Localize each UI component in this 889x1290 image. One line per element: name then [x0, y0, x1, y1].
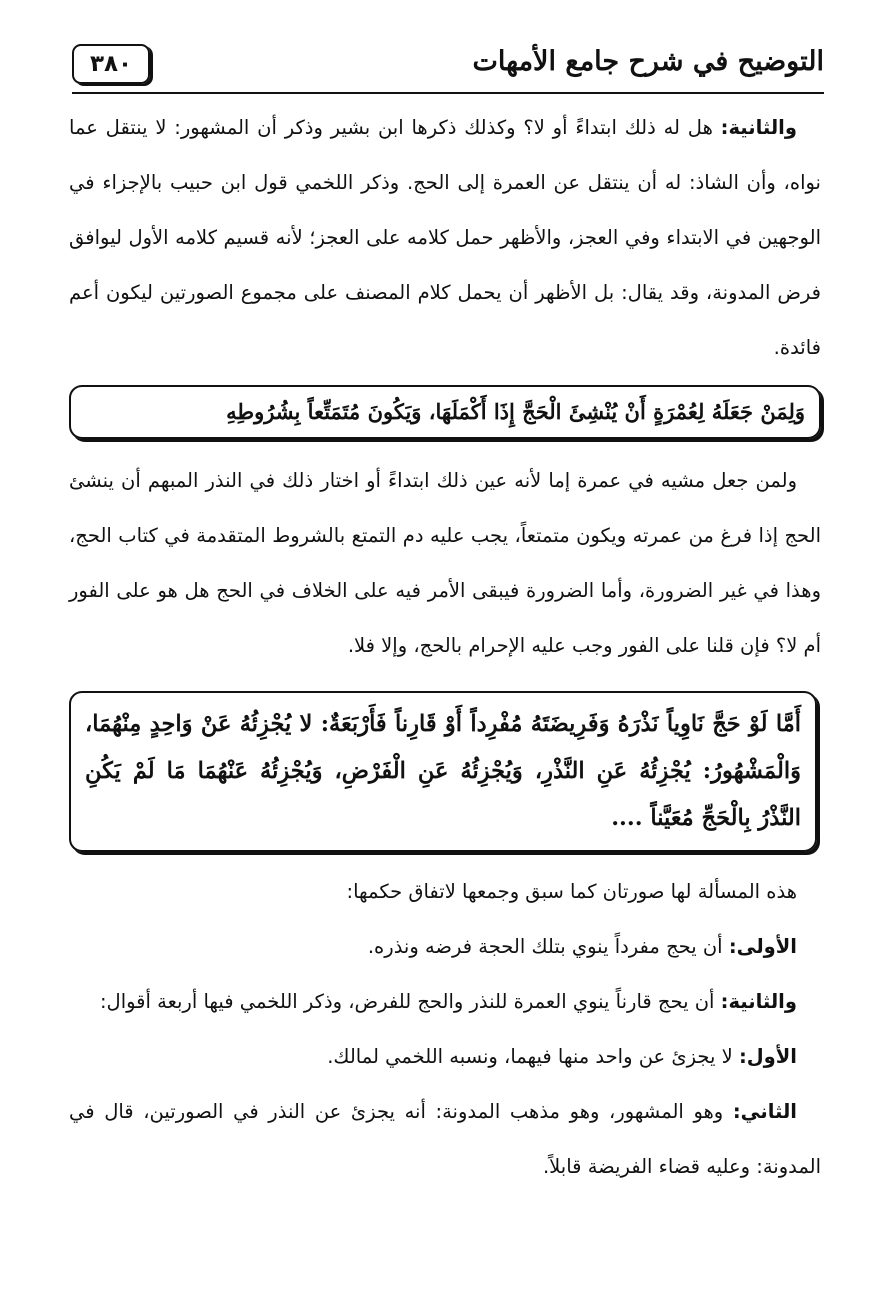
- page-body: [69, 100, 821, 1194]
- commentary-paragraph: [69, 100, 821, 375]
- paragraph-lead: الأولى:: [728, 935, 797, 958]
- paragraph-text: لا يجزئ عن واحد منها فيهما، ونسبه اللخمي لمالك.: [327, 1045, 739, 1068]
- commentary-paragraph: [69, 974, 821, 1029]
- matn-box: أَمَّا لَوْ حَجَّ نَاوِياً نَذْرَهُ وَفَرِيضَتَهُ مُفْرِداً أَوْ قَارِناً فَأَرْبَعَةٌ: لا يُجْزِئُهُ عَنْ وَاحِدٍ مِنْهُمَا، وَالْمَشْهُورُ: يُجْزِئُهُ عَنِ النَّذْرِ، وَيُجْزِئُهُ عَنِ الْفَرْضِ، وَيُجْزِئُهُ عَنْهُمَا مَا لَمْ يَكُنِ النَّذْرُ بِالْحَجِّ مُعَيَّناً ....: [69, 691, 817, 852]
- paragraph-lead: والثانية:: [720, 990, 797, 1013]
- paragraph-text: أن يحج قارناً ينوي العمرة للنذر والحج للفرض، وذكر اللخمي فيها أربعة أقوال:: [99, 990, 721, 1013]
- paragraph-text: هل له ذلك ابتداءً أو لا؟ وكذلك ذكرها ابن بشير وذكر أن المشهور: لا ينتقل عما نواه، وأن الشاذ: له أن ينتقل عن العمرة إلى الحج. وذكر اللخمي قول ابن حبيب بالإجزاء في الوجهين في الابتداء وفي العجز، والأظهر حمل كلامه على العجز؛ لأنه قسيم كلامه الأول ليوافق فرض المدونة، وقد يقال: بل الأظهر أن يحمل كلام المصنف على مجموع الصورتين ليكون أعم فائدة.: [69, 116, 821, 359]
- paragraph-lead: والثانية:: [720, 116, 797, 139]
- commentary-paragraph: [69, 919, 821, 974]
- commentary-paragraph: ولمن جعل مشيه في عمرة إما لأنه عين ذلك ابتداءً أو اختار ذلك في النذر المبهم أن ينشئ الحج إذا فرغ من عمرته ويكون متمتعاً، يجب عليه دم التمتع بالشروط المتقدمة في كتاب الحج، وهذا في غير الضرورة، وأما الضرورة فيبقى الأمر فيه على الخلاف في الحج هل هو على الفور أم لا؟ فإن قلنا على الفور وجب عليه الإحرام بالحج، وإلا فلا.: [69, 469, 821, 657]
- commentary-paragraph: [69, 1084, 821, 1194]
- paragraph-lead: الثاني:: [732, 1100, 797, 1123]
- paragraph-text: وهو المشهور، وهو مذهب المدونة: أنه يجزئ عن النذر في الصورتين، قال في المدونة: وعليه قضاء الفريضة قابلاً.: [69, 1100, 821, 1178]
- paragraph-lead: الأول:: [738, 1045, 797, 1068]
- commentary-paragraph: [69, 1029, 821, 1084]
- header-rule: [72, 92, 824, 94]
- book-title: التوضيح في شرح جامع الأمهات: [472, 46, 824, 77]
- page-header: [72, 40, 824, 98]
- commentary-paragraph: هذه المسألة لها صورتان كما سبق وجمعها لاتفاق حكمها:: [346, 880, 797, 903]
- matn-box: وَلِمَنْ جَعَلَهُ لِعُمْرَةٍ أَنْ يُنْشِئَ الْحَجَّ إِذَا أَكْمَلَهَا، وَيَكُونَ مُتَمَتِّعاً بِشُرُوطِهِ: [69, 385, 821, 439]
- paragraph-text: أن يحج مفرداً ينوي بتلك الحجة فرضه ونذره.: [367, 935, 729, 958]
- page-number-box: ٣٨٠: [72, 44, 150, 84]
